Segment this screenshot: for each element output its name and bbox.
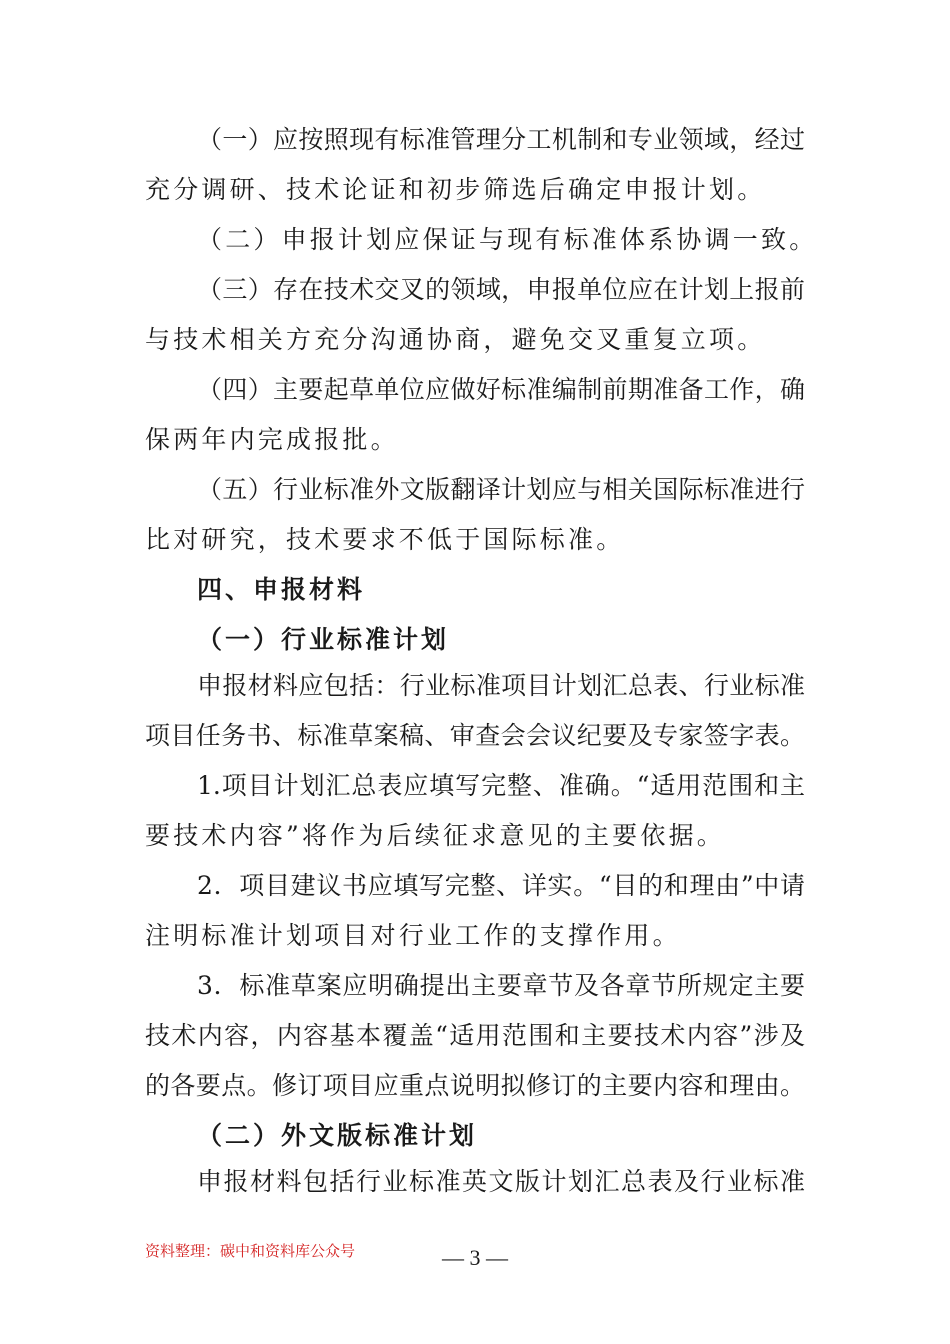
paragraph-line: 的各要点。修订项目应重点说明拟修订的主要内容和理由。 xyxy=(145,1071,805,1100)
paragraph-line: 3．标准草案应明确提出主要章节及各章节所规定主要 xyxy=(197,971,805,1000)
paragraph-line: 保两年内完成报批。 xyxy=(145,425,399,454)
paragraph-line: 充分调研、技术论证和初步筛选后确定申报计划。 xyxy=(145,175,766,204)
paragraph-line: 2．项目建议书应填写完整、详实。“目的和理由”中请 xyxy=(197,871,805,900)
paragraph-line: 与技术相关方充分沟通协商，避免交叉重复立项。 xyxy=(145,325,766,354)
paragraph-line: 1.项目计划汇总表应填写完整、准确。“适用范围和主 xyxy=(197,771,805,800)
paragraph-line: 申报材料包括行业标准英文版计划汇总表及行业标准 xyxy=(197,1167,805,1196)
subsection-heading: （一）行业标准计划 xyxy=(197,625,450,654)
paragraph-line: 项目任务书、标准草案稿、审查会会议纪要及专家签字表。 xyxy=(145,721,805,750)
paragraph-line: （二）申报计划应保证与现有标准体系协调一致。 xyxy=(197,225,818,254)
paragraph-line: 要技术内容”将作为后续征求意见的主要依据。 xyxy=(145,821,725,850)
subsection-heading: （二）外文版标准计划 xyxy=(197,1121,478,1150)
paragraph-line: （三）存在技术交叉的领域，申报单位应在计划上报前 xyxy=(197,275,805,304)
paragraph-line: 申报材料应包括：行业标准项目计划汇总表、行业标准 xyxy=(197,671,805,700)
paragraph-line: （五）行业标准外文版翻译计划应与相关国际标准进行 xyxy=(197,475,805,504)
paragraph-line: （一）应按照现有标准管理分工机制和专业领域，经过 xyxy=(197,125,805,154)
section-heading: 四、申报材料 xyxy=(197,575,366,604)
paragraph-line: （四）主要起草单位应做好标准编制前期准备工作，确 xyxy=(197,375,805,404)
page-number: — 3 — xyxy=(442,1245,508,1270)
paragraph-line: 注明标准计划项目对行业工作的支撑作用。 xyxy=(145,921,681,950)
paragraph-line: 技术内容，内容基本覆盖“适用范围和主要技术内容”涉及 xyxy=(145,1021,805,1050)
paragraph-line: 比对研究，技术要求不低于国际标准。 xyxy=(145,525,625,554)
source-note: 资料整理：碳中和资料库公众号 xyxy=(145,1242,356,1260)
